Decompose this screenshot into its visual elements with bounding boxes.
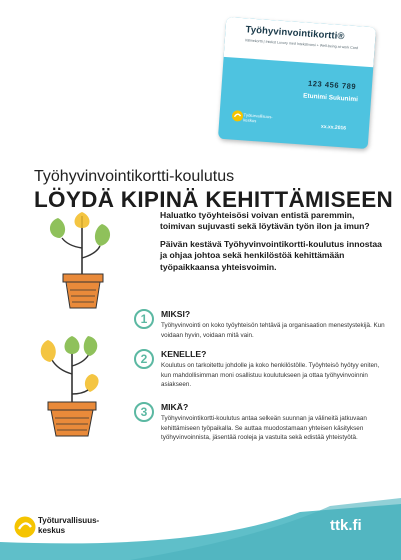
section-heading: MIKÄ? bbox=[161, 402, 189, 412]
tyohyvinvointikortti-card-image bbox=[218, 17, 376, 149]
section-body bbox=[161, 349, 389, 390]
card-logo-text: Työturvallisuus-keskus bbox=[243, 112, 273, 124]
footer-logo-line1: Työturvallisuus- bbox=[38, 516, 100, 525]
number-badge bbox=[134, 349, 154, 369]
number-badge-label: 1 bbox=[140, 312, 148, 326]
footer-logo-text bbox=[38, 516, 99, 535]
plant-illustration-icon bbox=[38, 208, 130, 312]
card-subtitle: Välinekortti | Intekst Luxury med Intekstivarsi + Well-being at work Card bbox=[244, 38, 359, 51]
footer-url-link[interactable]: ttk.fi bbox=[330, 517, 362, 534]
section-text: Koulutus on tarkoitettu johdolle ja koko henkilöstölle. Työyhteisö hyötyy eniten, kun mahdollisimman moni osallistuu koulutukseen ja ottaa työhyvinvoinnin asiakseen. bbox=[161, 362, 380, 389]
section-text: Työhyvinvointikortti-koulutus antaa selkeän suunnan ja välineitä jatkuvaan kehittämiseen työpaikalla. Se auttaa muodostamaan yhteisen käsityksen työhyvinvoinnista, jäsentää rooleja ja vastuita sekä edistää yhteistyötä. bbox=[161, 415, 367, 442]
ttk-logo-icon bbox=[14, 516, 36, 538]
plant-illustration-icon bbox=[30, 336, 116, 440]
number-badge bbox=[134, 402, 154, 422]
intro-question: Haluatko työyhteisösi voivan entistä paremmin, toimivan sujuvasti sekä löytävän työn ilon ja imun? bbox=[160, 210, 370, 232]
card-date: xx.xx.2016 bbox=[320, 123, 347, 132]
number-badge bbox=[134, 309, 154, 329]
intro-description: Päivän kestävä Työhyvinvointikortti-koulutus innostaa ja ohjaa johtoa sekä henkilöstöä kehittämään työpaikkaansa yhteisvoimin. bbox=[160, 238, 382, 272]
page-title: LÖYDÄ KIPINÄ KEHITTÄMISEEN bbox=[34, 187, 394, 212]
number-badge-label: 2 bbox=[140, 352, 148, 366]
section-heading: MIKSI? bbox=[161, 309, 191, 319]
section-body bbox=[161, 309, 389, 340]
footer-logo-line2: keskus bbox=[38, 525, 66, 535]
page-subtitle: Työhyvinvointikortti-koulutus bbox=[34, 168, 235, 185]
section-body bbox=[161, 402, 389, 443]
number-badge-label: 3 bbox=[140, 405, 148, 419]
section-heading: KENELLE? bbox=[161, 349, 207, 359]
section-text: Työhyvinvointi on koko työyhteisön tehtävä ja organisaation menestystekijä. Kun voidaan hyvin, voidaan mitä vain. bbox=[161, 322, 385, 339]
ttk-logo-icon bbox=[231, 110, 244, 123]
card-holder-name: Etunimi Sukunimi bbox=[302, 92, 359, 104]
card-title: Työhyvinvointikortti® bbox=[245, 24, 345, 43]
intro-block bbox=[160, 210, 390, 273]
card-number: 123 456 789 bbox=[307, 78, 357, 92]
